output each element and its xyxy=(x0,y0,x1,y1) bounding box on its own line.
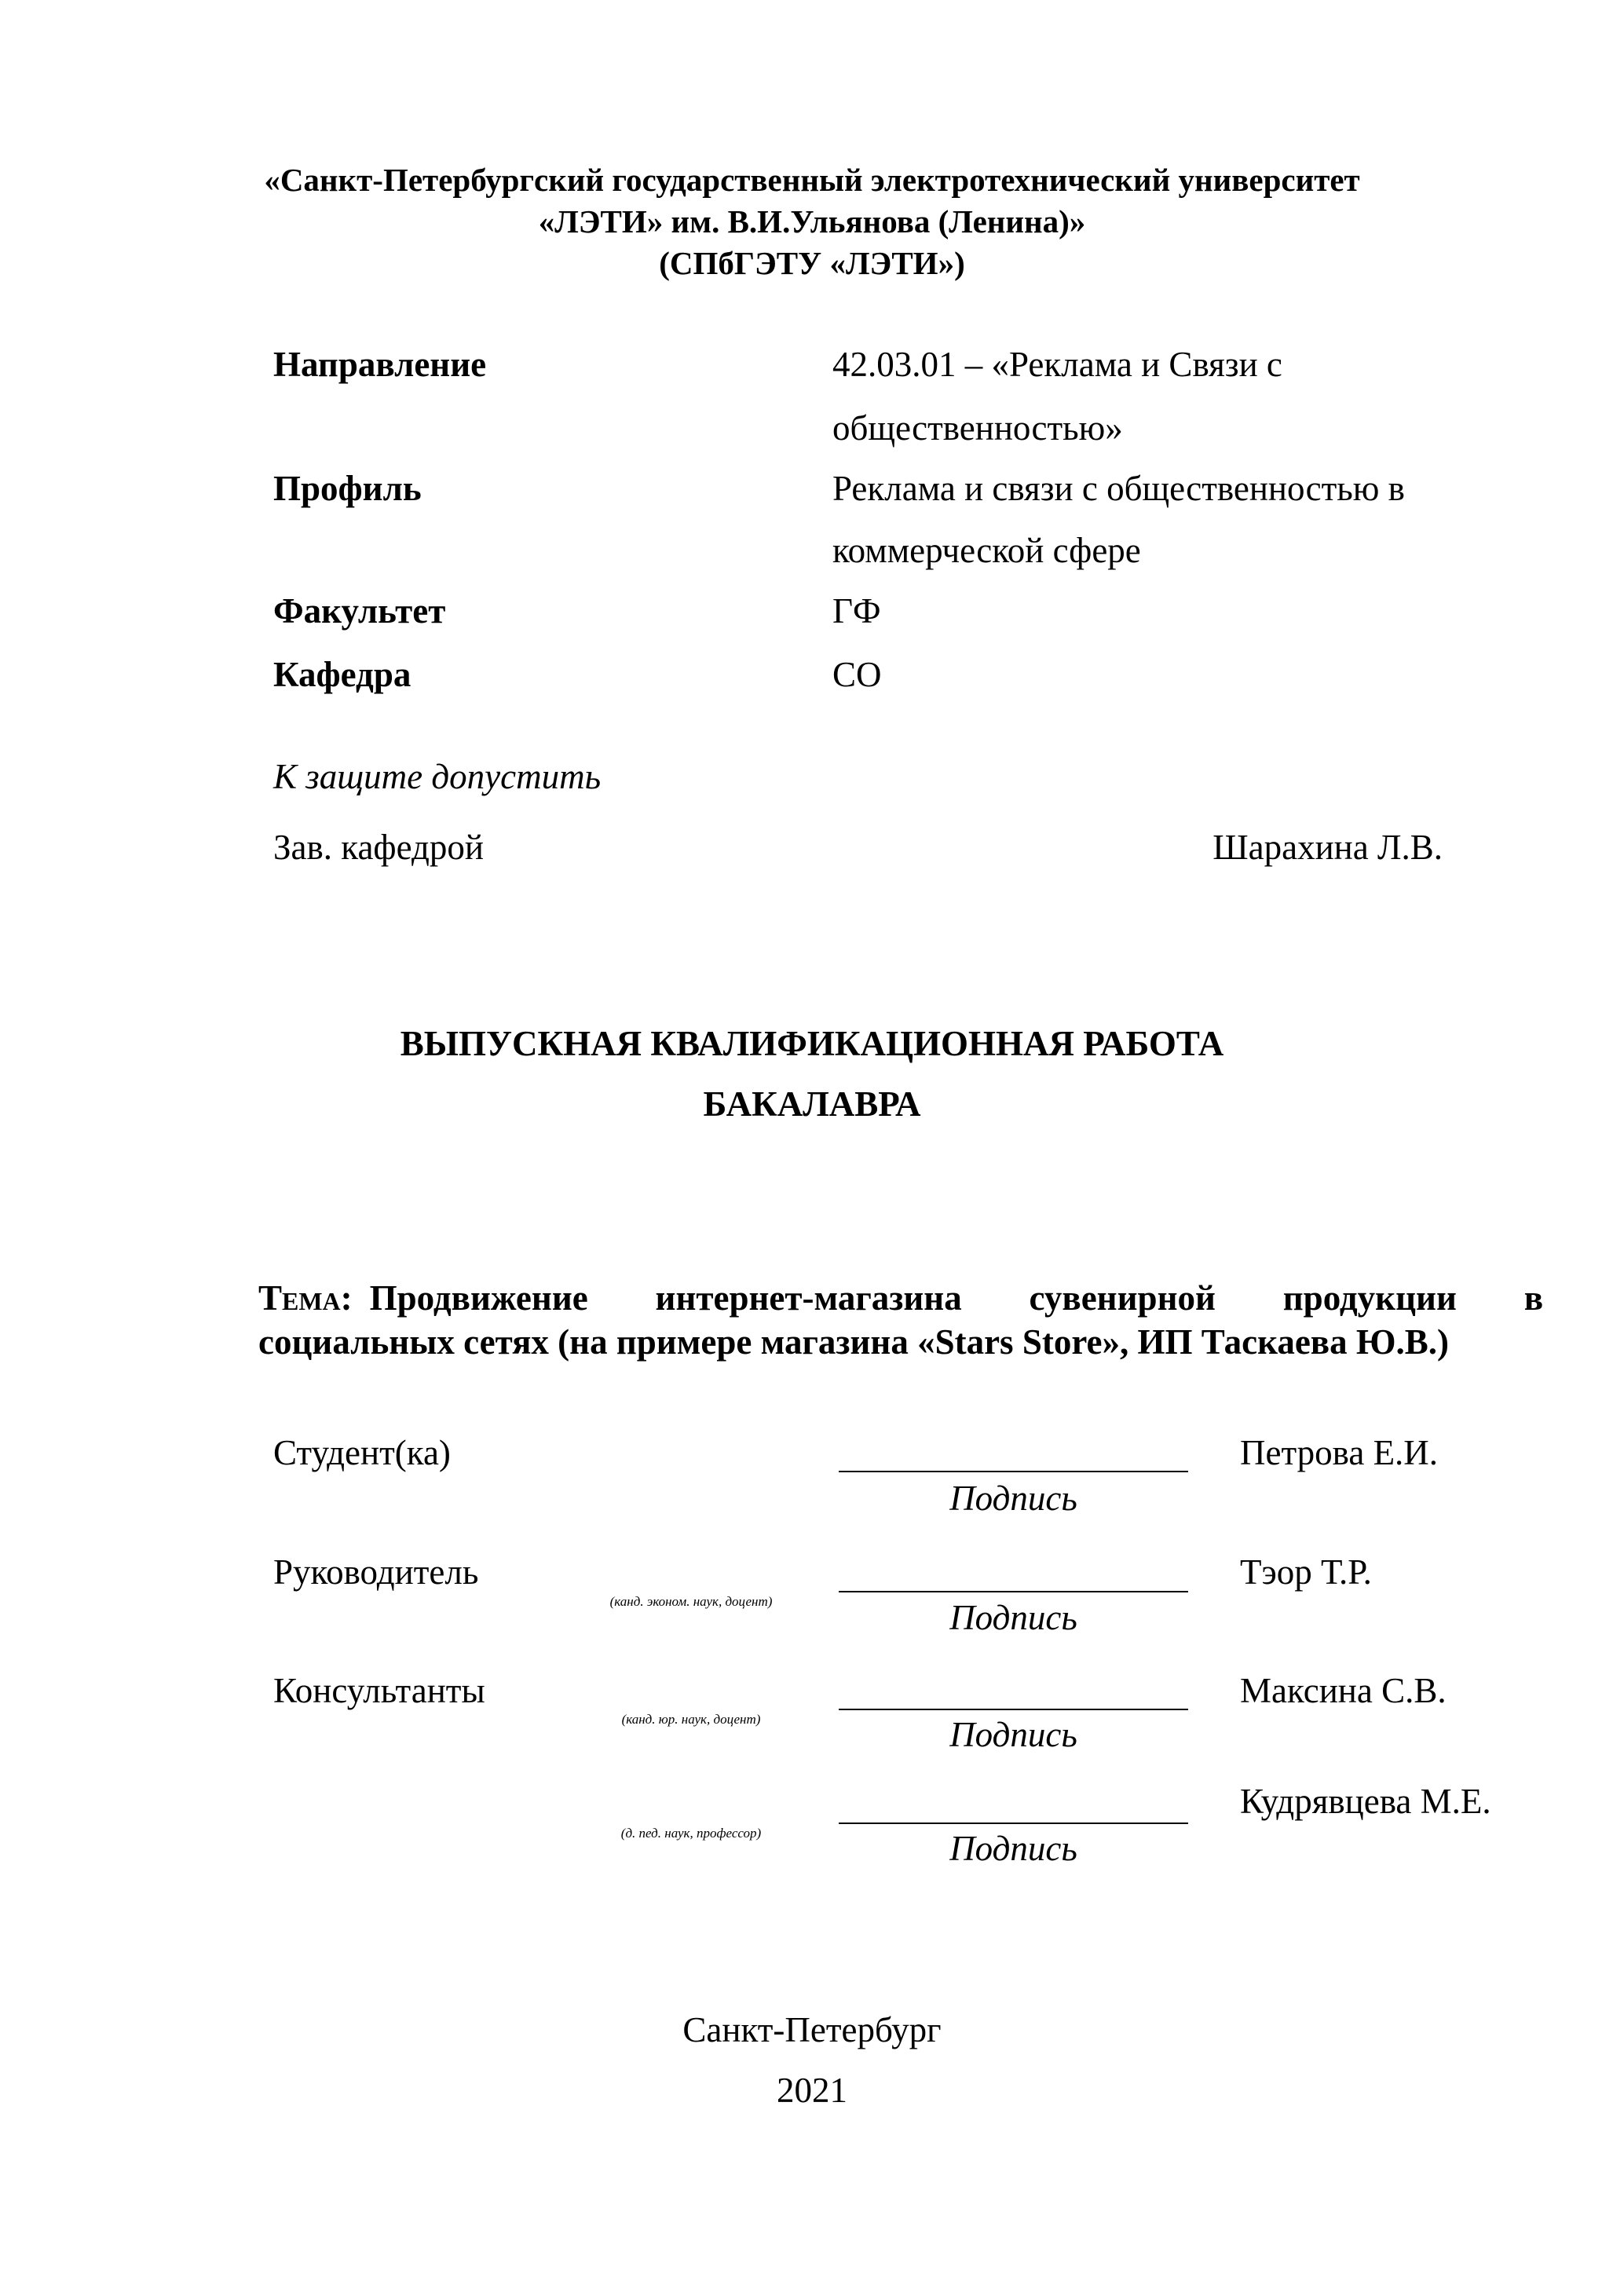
signature-label: Подпись xyxy=(949,1598,1077,1637)
approval-role: Зав. кафедрой xyxy=(273,828,484,867)
header-line-3: (СПбГЭТУ «ЛЭТИ») xyxy=(659,245,965,281)
info-value-faculty: ГФ xyxy=(832,591,881,631)
topic-line-1: Продвижение интернет-магазина сувенирной продукции в xyxy=(369,1278,1543,1318)
signature-name: Петрова Е.И. xyxy=(1240,1433,1439,1472)
signature-role: Руководитель xyxy=(273,1552,479,1592)
signature-label: Подпись xyxy=(949,1829,1077,1868)
topic-block xyxy=(258,1276,1543,1364)
info-label-department: Кафедра xyxy=(273,655,411,694)
header-line-1: «Санкт-Петербургский государственный электротехнический университет xyxy=(264,162,1360,198)
signature-line xyxy=(839,1709,1188,1710)
info-value-profile-2: коммерческой сфере xyxy=(832,531,1141,570)
signature-name: Кудрявцева М.Е. xyxy=(1240,1782,1491,1821)
info-value-profile-1: Реклама и связи с общественностью в xyxy=(832,469,1405,508)
signature-degree: (канд. юр. наук, доцент) xyxy=(621,1712,761,1727)
info-value-direction-1: 42.03.01 – «Реклама и Связи с xyxy=(832,345,1282,384)
signature-line xyxy=(839,1471,1188,1472)
signature-name: Максина С.В. xyxy=(1240,1671,1447,1710)
signature-degree: (д. пед. наук, профессор) xyxy=(620,1826,762,1841)
signature-role: Консультанты xyxy=(273,1671,485,1710)
footer-year: 2021 xyxy=(777,2071,847,2110)
info-label-faculty: Факультет xyxy=(273,591,446,631)
approval-heading: К защите допустить xyxy=(273,757,602,796)
title-line-2: БАКАЛАВРА xyxy=(703,1084,921,1124)
header-line-2: «ЛЭТИ» им. В.И.Ульянова (Ленина)» xyxy=(538,203,1086,239)
signature-label: Подпись xyxy=(949,1715,1077,1754)
topic-line-2: социальных сетях (на примере магазина «Stars Store», ИП Таскаева Ю.В.) xyxy=(258,1322,1450,1362)
info-label-profile: Профиль xyxy=(273,469,422,508)
signature-line xyxy=(839,1591,1188,1592)
signature-label: Подпись xyxy=(949,1479,1077,1518)
title-line-1: ВЫПУСКНАЯ КВАЛИФИКАЦИОННАЯ РАБОТА xyxy=(400,1024,1224,1063)
info-value-department: СО xyxy=(832,655,882,694)
footer-city: Санкт-Петербург xyxy=(682,2010,942,2049)
signature-name: Тэор Т.Р. xyxy=(1240,1552,1372,1592)
signature-degree: (канд. эконом. наук, доцент) xyxy=(609,1594,773,1609)
signature-role: Студент(ка) xyxy=(273,1433,451,1472)
info-value-direction-2: общественностью» xyxy=(832,408,1123,448)
approval-name: Шарахина Л.В. xyxy=(1213,828,1443,867)
topic-label: Тема: xyxy=(258,1278,353,1318)
info-label-direction: Направление xyxy=(273,345,487,384)
signature-line xyxy=(839,1823,1188,1824)
